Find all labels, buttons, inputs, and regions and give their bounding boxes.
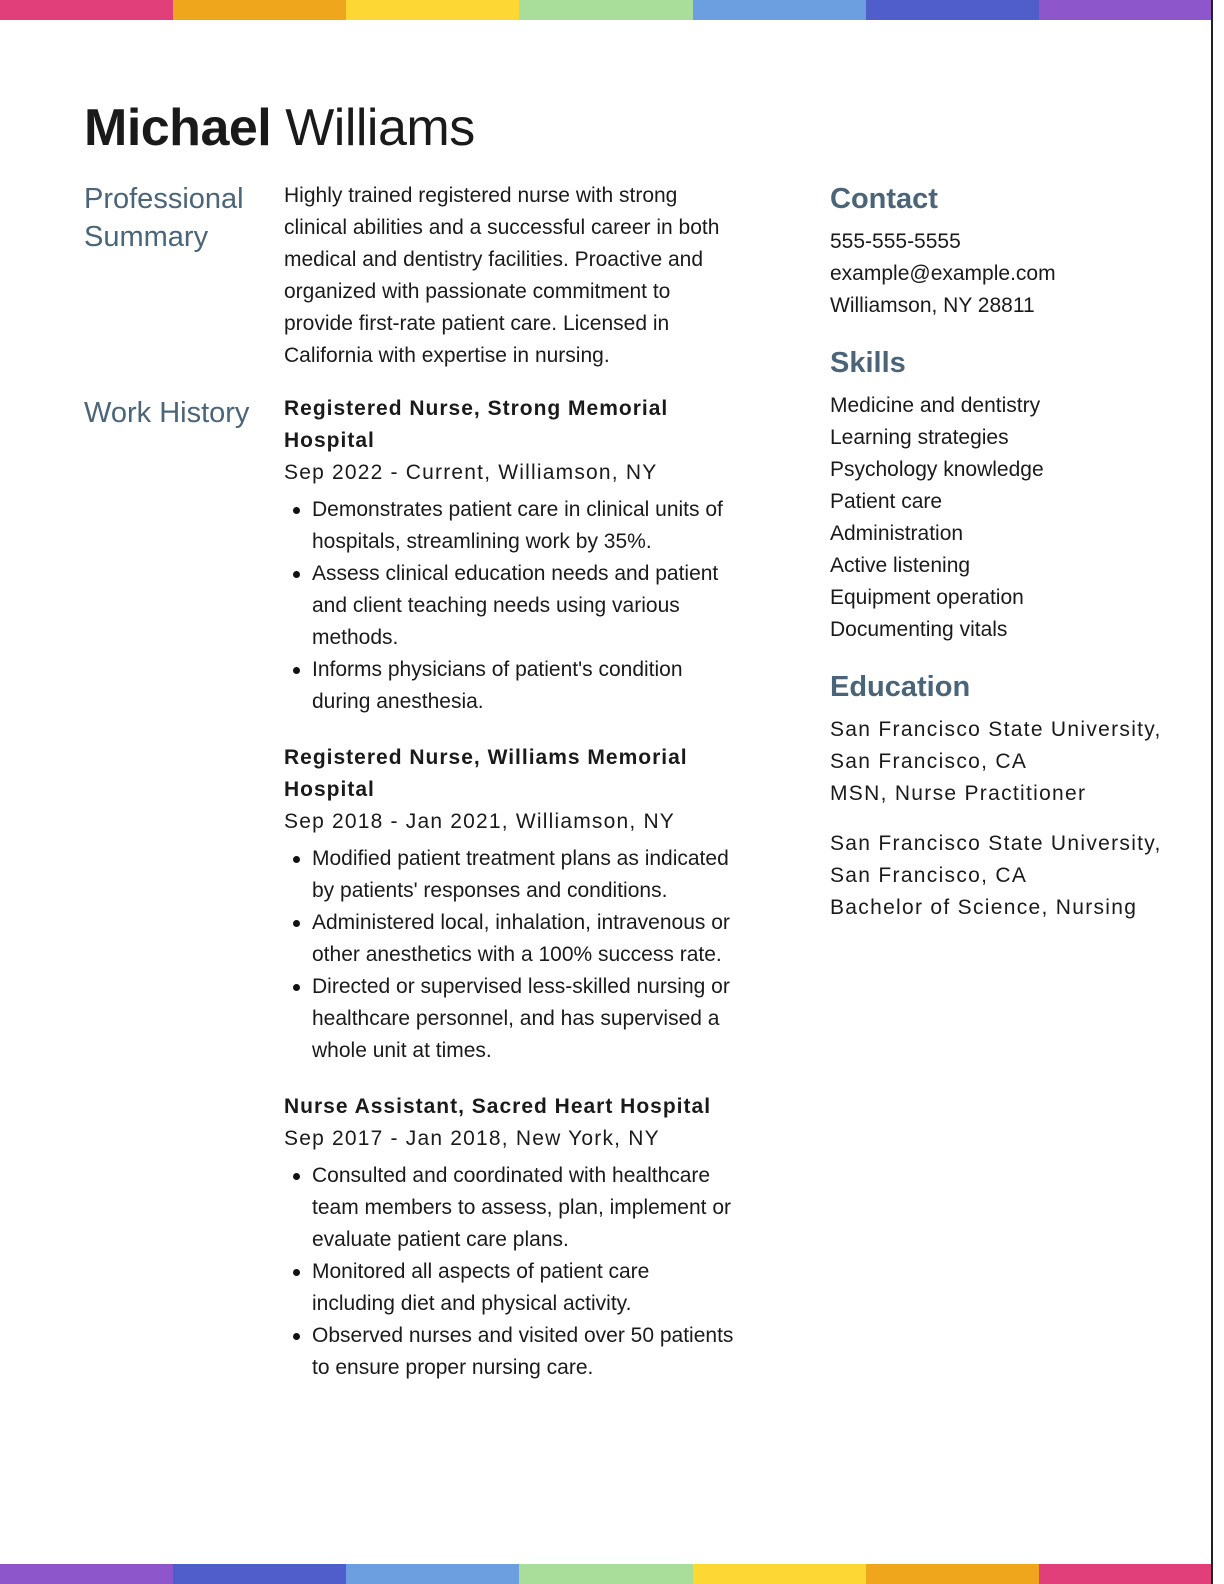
- contact-section: [830, 180, 1170, 322]
- stripe-segment: [693, 1564, 866, 1584]
- skill-item: Administration: [830, 522, 964, 545]
- job-bullets: [284, 843, 736, 1067]
- stripe-segment: [0, 0, 173, 20]
- education-entry: [830, 828, 1170, 924]
- skill-item: Psychology knowledge: [830, 458, 1044, 481]
- professional-summary-text: Highly trained registered nurse with strong clinical abilities and a successful career in both medical and dentistry facilities. Proactive and organized with passionate commitment to provide first-rate patient care. Licensed in California with expertise in nursing.: [284, 184, 720, 367]
- education-section: [830, 668, 1170, 924]
- education-heading: Education: [830, 671, 971, 703]
- work-history-list: [284, 393, 736, 1408]
- contact-heading: Contact: [830, 183, 938, 215]
- skills-heading: Skills: [830, 347, 906, 379]
- stripe-segment: [346, 0, 519, 20]
- skill-item: Equipment operation: [830, 586, 1024, 609]
- skill-item: Learning strategies: [830, 426, 1009, 449]
- education-degree: Bachelor of Science, Nursing: [830, 896, 1138, 919]
- skill-item: Patient care: [830, 490, 943, 513]
- education-degree: MSN, Nurse Practitioner: [830, 782, 1087, 805]
- job-bullet: Directed or supervised less-skilled nursing or healthcare personnel, and has supervised a whole unit at times.: [284, 971, 736, 1067]
- work-history-heading: Work History: [84, 397, 250, 429]
- stripe-segment: [1039, 1564, 1212, 1584]
- stripe-segment: [866, 1564, 1039, 1584]
- last-name: Williams: [285, 99, 475, 157]
- job-bullet: Informs physicians of patient's condition during anesthesia.: [284, 654, 736, 718]
- first-name: Michael: [84, 99, 272, 157]
- job-bullet: Assess clinical education needs and patient and client teaching needs using various methods.: [284, 558, 736, 654]
- bottom-color-stripe: [0, 1564, 1212, 1584]
- job-title: Registered Nurse, Williams Memorial Hospital: [284, 746, 688, 801]
- sidebar: [830, 180, 1170, 942]
- job-bullet: Administered local, inhalation, intravenous or other anesthetics with a 100% success rate.: [284, 907, 736, 971]
- top-color-stripe: [0, 0, 1212, 20]
- job-bullet: Demonstrates patient care in clinical units of hospitals, streamlining work by 35%.: [284, 494, 736, 558]
- skill-item: Active listening: [830, 554, 971, 577]
- contact-email: example@example.com: [830, 262, 1056, 285]
- skill-item: Medicine and dentistry: [830, 394, 1041, 417]
- stripe-segment: [866, 0, 1039, 20]
- job-bullet: Modified patient treatment plans as indicated by patients' responses and conditions.: [284, 843, 736, 907]
- job-title: Nurse Assistant, Sacred Heart Hospital: [284, 1095, 712, 1118]
- contact-location: Williamson, NY 28811: [830, 294, 1035, 317]
- education-entry: [830, 714, 1170, 810]
- stripe-segment: [173, 1564, 346, 1584]
- contact-phone: 555-555-5555: [830, 230, 961, 253]
- job-dates-location: Sep 2017 - Jan 2018, New York, NY: [284, 1127, 660, 1150]
- job-title: Registered Nurse, Strong Memorial Hospital: [284, 397, 669, 452]
- job-bullet: Consulted and coordinated with healthcare team members to assess, plan, implement or evaluate patient care plans.: [284, 1160, 736, 1256]
- skill-item: Documenting vitals: [830, 618, 1008, 641]
- stripe-segment: [346, 1564, 519, 1584]
- resume-name: [84, 96, 475, 160]
- job-bullets: [284, 1160, 736, 1384]
- job-bullet: Observed nurses and visited over 50 patients to ensure proper nursing care.: [284, 1320, 736, 1384]
- stripe-segment: [0, 1564, 173, 1584]
- stripe-segment: [1039, 0, 1212, 20]
- job-dates-location: Sep 2022 - Current, Williamson, NY: [284, 461, 658, 484]
- job-dates-location: Sep 2018 - Jan 2021, Williamson, NY: [284, 810, 676, 833]
- stripe-segment: [173, 0, 346, 20]
- page-edge-divider: [1211, 0, 1213, 1584]
- professional-summary-heading: Professional Summary: [84, 183, 244, 253]
- job-bullets: [284, 494, 736, 718]
- education-school: San Francisco State University, San Francisco, CA: [830, 832, 1162, 887]
- job-entry: [284, 1091, 736, 1384]
- job-bullet: Monitored all aspects of patient care including diet and physical activity.: [284, 1256, 736, 1320]
- skills-section: [830, 344, 1170, 646]
- stripe-segment: [693, 0, 866, 20]
- stripe-segment: [519, 1564, 692, 1584]
- job-entry: [284, 742, 736, 1067]
- education-school: San Francisco State University, San Francisco, CA: [830, 718, 1162, 773]
- stripe-segment: [519, 0, 692, 20]
- job-entry: [284, 393, 736, 718]
